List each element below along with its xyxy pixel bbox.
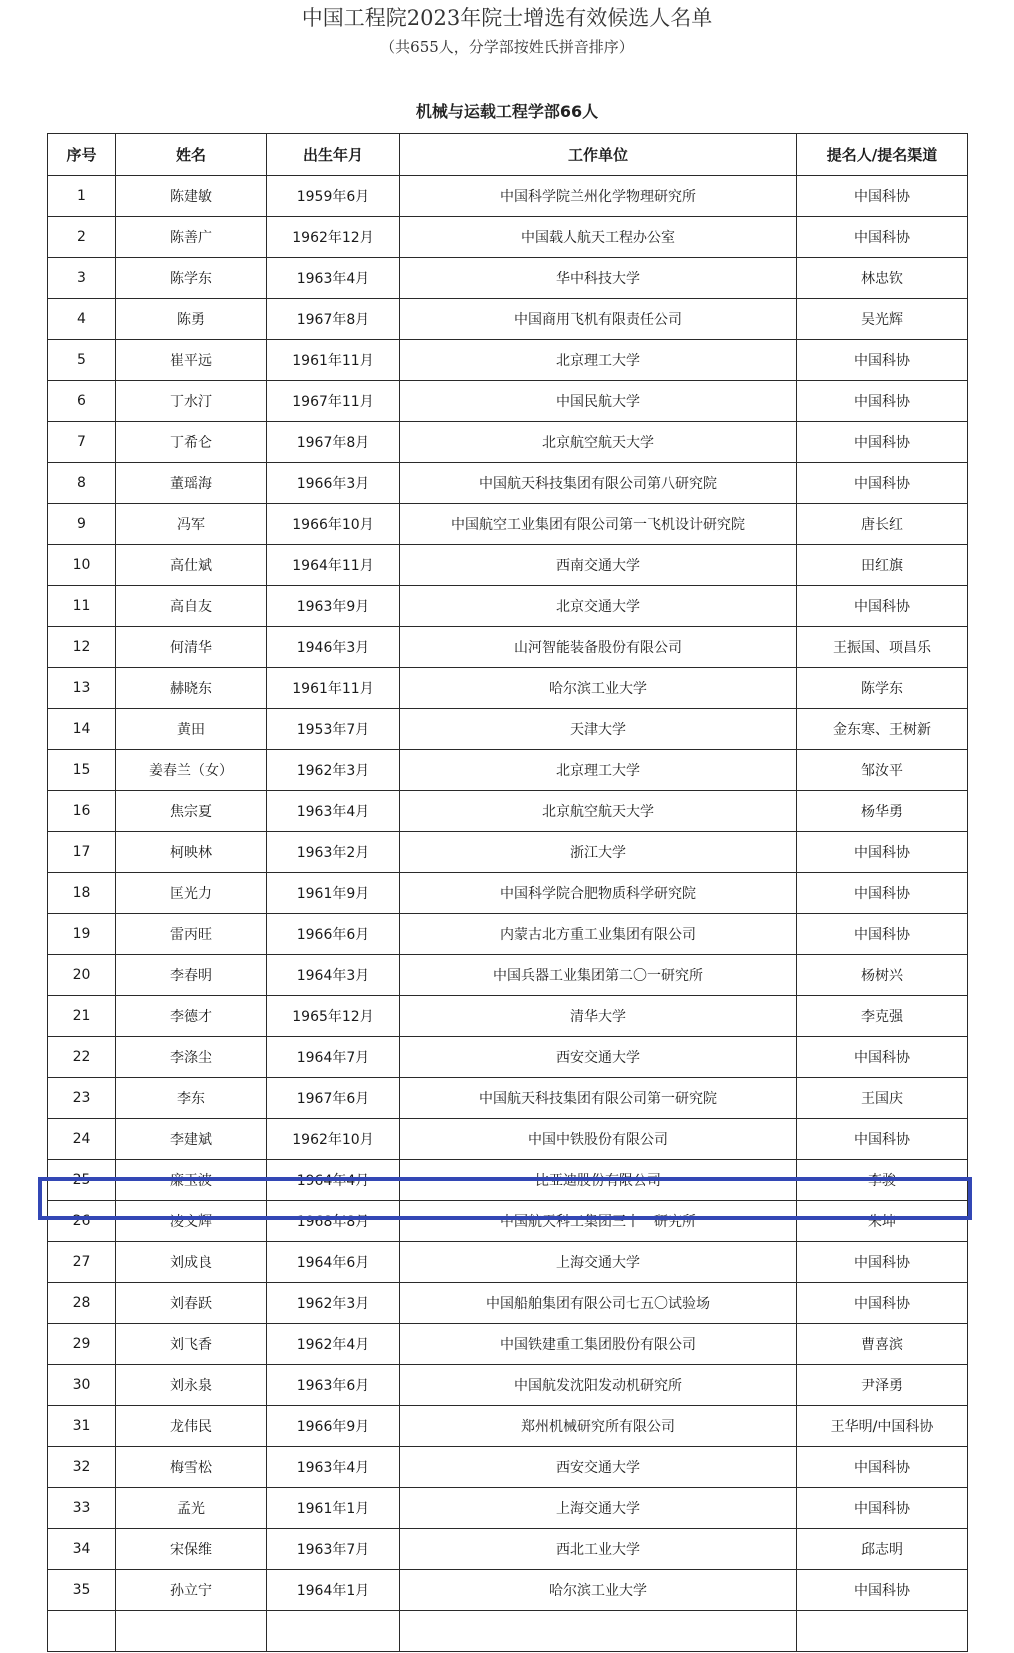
cell-nominator: 尹泽勇 — [797, 1365, 968, 1406]
table-row — [48, 340, 968, 381]
cell-employer: 中国航天科技集团有限公司第一研究院 — [400, 1078, 797, 1119]
cell-birth: 1966年10月 — [267, 504, 400, 545]
cell-employer: 中国科学院合肥物质科学研究院 — [400, 873, 797, 914]
table-row — [48, 299, 968, 340]
cell-nominator: 杨华勇 — [797, 791, 968, 832]
cell-index: 7 — [48, 422, 116, 463]
cell-birth: 1967年6月 — [267, 1078, 400, 1119]
cell-birth: 1959年6月 — [267, 176, 400, 217]
cell-name: 凌文辉 — [116, 1201, 267, 1242]
cell-birth: 1966年9月 — [267, 1406, 400, 1447]
cell-index: 27 — [48, 1242, 116, 1283]
cell-index: 18 — [48, 873, 116, 914]
table-row — [48, 791, 968, 832]
cell-name: 柯映林 — [116, 832, 267, 873]
cell-birth: 1961年11月 — [267, 668, 400, 709]
table-row — [48, 1365, 968, 1406]
table-row — [48, 463, 968, 504]
cell-name: 孟光 — [116, 1488, 267, 1529]
table-row — [48, 217, 968, 258]
cell-name: 陈勇 — [116, 299, 267, 340]
column-header-employer: 工作单位 — [400, 134, 797, 176]
cell-nominator: 中国科协 — [797, 873, 968, 914]
cell-index: 1 — [48, 176, 116, 217]
table-row — [48, 504, 968, 545]
cell-employer: 哈尔滨工业大学 — [400, 668, 797, 709]
cell-index: 8 — [48, 463, 116, 504]
table-row — [48, 1447, 968, 1488]
cell-name: 李东 — [116, 1078, 267, 1119]
cell-employer: 北京理工大学 — [400, 750, 797, 791]
cell-name: 龙伟民 — [116, 1406, 267, 1447]
cell-index: 15 — [48, 750, 116, 791]
table-row — [48, 1406, 968, 1447]
cell-nominator: 李克强 — [797, 996, 968, 1037]
cell-name: 李春明 — [116, 955, 267, 996]
cell-nominator: 陈学东 — [797, 668, 968, 709]
cell-index — [48, 1611, 116, 1652]
table-row — [48, 627, 968, 668]
cell-nominator: 中国科协 — [797, 381, 968, 422]
cell-nominator: 吴光辉 — [797, 299, 968, 340]
table-row — [48, 1078, 968, 1119]
cell-nominator: 李骏 — [797, 1160, 968, 1201]
cell-index: 34 — [48, 1529, 116, 1570]
cell-index: 31 — [48, 1406, 116, 1447]
cell-employer: 北京航空航天大学 — [400, 422, 797, 463]
cell-birth: 1953年7月 — [267, 709, 400, 750]
cell-birth: 1946年3月 — [267, 627, 400, 668]
cell-index: 19 — [48, 914, 116, 955]
cell-name: 陈善广 — [116, 217, 267, 258]
cell-employer: 中国航发沈阳发动机研究所 — [400, 1365, 797, 1406]
table-row — [48, 955, 968, 996]
cell-nominator: 朱坤 — [797, 1201, 968, 1242]
cell-index: 6 — [48, 381, 116, 422]
cell-index: 30 — [48, 1365, 116, 1406]
cell-name: 黄田 — [116, 709, 267, 750]
cell-birth: 1964年3月 — [267, 955, 400, 996]
cell-name: 刘成良 — [116, 1242, 267, 1283]
cell-employer: 中国载人航天工程办公室 — [400, 217, 797, 258]
cell-employer: 西安交通大学 — [400, 1037, 797, 1078]
cell-name: 李德才 — [116, 996, 267, 1037]
cell-nominator: 邱志明 — [797, 1529, 968, 1570]
table-row — [48, 545, 968, 586]
cell-index: 21 — [48, 996, 116, 1037]
cell-birth: 1961年11月 — [267, 340, 400, 381]
cell-birth: 1961年9月 — [267, 873, 400, 914]
cell-birth: 1966年3月 — [267, 463, 400, 504]
table-row — [48, 1037, 968, 1078]
column-header-index: 序号 — [48, 134, 116, 176]
cell-nominator: 中国科协 — [797, 176, 968, 217]
table-row — [48, 668, 968, 709]
cell-index: 5 — [48, 340, 116, 381]
cell-birth: 1962年10月 — [267, 1119, 400, 1160]
cell-nominator: 中国科协 — [797, 586, 968, 627]
cell-nominator: 杨树兴 — [797, 955, 968, 996]
cell-employer: 清华大学 — [400, 996, 797, 1037]
cell-employer: 上海交通大学 — [400, 1488, 797, 1529]
cell-name: 宋保维 — [116, 1529, 267, 1570]
cell-name: 赫晓东 — [116, 668, 267, 709]
cell-index: 14 — [48, 709, 116, 750]
cell-birth: 1963年4月 — [267, 258, 400, 299]
cell-nominator: 曹喜滨 — [797, 1324, 968, 1365]
table-row — [48, 914, 968, 955]
cell-nominator: 中国科协 — [797, 217, 968, 258]
table-row — [48, 832, 968, 873]
table-row — [48, 1160, 968, 1201]
column-header-nominator: 提名人/提名渠道 — [797, 134, 968, 176]
cell-index: 9 — [48, 504, 116, 545]
cell-nominator: 邹汝平 — [797, 750, 968, 791]
cell-birth: 1963年9月 — [267, 586, 400, 627]
cell-birth: 1962年3月 — [267, 1283, 400, 1324]
cell-employer: 西安交通大学 — [400, 1447, 797, 1488]
table-row — [48, 750, 968, 791]
cell-name: 高自友 — [116, 586, 267, 627]
cell-employer: 北京理工大学 — [400, 340, 797, 381]
cell-employer: 山河智能装备股份有限公司 — [400, 627, 797, 668]
cell-birth: 1962年3月 — [267, 750, 400, 791]
cell-name: 冯军 — [116, 504, 267, 545]
cell-birth: 1963年2月 — [267, 832, 400, 873]
cell-nominator: 中国科协 — [797, 463, 968, 504]
cell-nominator: 中国科协 — [797, 914, 968, 955]
cell-employer: 中国航天科工集团三十一研究所 — [400, 1201, 797, 1242]
cell-nominator: 中国科协 — [797, 340, 968, 381]
table-row — [48, 586, 968, 627]
cell-index: 24 — [48, 1119, 116, 1160]
cell-employer: 哈尔滨工业大学 — [400, 1570, 797, 1611]
cell-employer: 北京航空航天大学 — [400, 791, 797, 832]
cell-nominator: 田红旗 — [797, 545, 968, 586]
cell-index: 26 — [48, 1201, 116, 1242]
cell-birth — [267, 1611, 400, 1652]
table-row — [48, 176, 968, 217]
table-row — [48, 873, 968, 914]
cell-index: 16 — [48, 791, 116, 832]
cell-name: 刘飞香 — [116, 1324, 267, 1365]
cell-nominator: 中国科协 — [797, 1119, 968, 1160]
cell-employer: 北京交通大学 — [400, 586, 797, 627]
cell-birth: 1963年7月 — [267, 1529, 400, 1570]
cell-employer: 西南交通大学 — [400, 545, 797, 586]
table-row — [48, 1611, 968, 1652]
table-row — [48, 1529, 968, 1570]
cell-birth: 1965年12月 — [267, 996, 400, 1037]
cell-index: 4 — [48, 299, 116, 340]
cell-index: 25 — [48, 1160, 116, 1201]
cell-name: 董瑶海 — [116, 463, 267, 504]
cell-nominator: 王振国、项昌乐 — [797, 627, 968, 668]
column-header-name: 姓名 — [116, 134, 267, 176]
cell-employer: 中国兵器工业集团第二〇一研究所 — [400, 955, 797, 996]
cell-birth: 1967年8月 — [267, 299, 400, 340]
cell-nominator: 王国庆 — [797, 1078, 968, 1119]
cell-index: 11 — [48, 586, 116, 627]
cell-nominator: 中国科协 — [797, 1570, 968, 1611]
cell-birth: 1961年1月 — [267, 1488, 400, 1529]
cell-birth: 1964年4月 — [267, 1160, 400, 1201]
cell-name: 何清华 — [116, 627, 267, 668]
cell-birth: 1967年8月 — [267, 422, 400, 463]
cell-birth: 1964年6月 — [267, 1242, 400, 1283]
cell-employer: 中国中铁股份有限公司 — [400, 1119, 797, 1160]
table-row — [48, 1570, 968, 1611]
cell-name: 丁希仑 — [116, 422, 267, 463]
cell-index: 29 — [48, 1324, 116, 1365]
table-row — [48, 1201, 968, 1242]
table-row — [48, 996, 968, 1037]
cell-name: 廉玉波 — [116, 1160, 267, 1201]
cell-nominator: 中国科协 — [797, 1037, 968, 1078]
cell-index: 13 — [48, 668, 116, 709]
cell-birth: 1962年4月 — [267, 1324, 400, 1365]
cell-name: 匡光力 — [116, 873, 267, 914]
cell-employer: 中国民航大学 — [400, 381, 797, 422]
table-row — [48, 258, 968, 299]
cell-employer: 华中科技大学 — [400, 258, 797, 299]
cell-employer: 中国铁建重工集团股份有限公司 — [400, 1324, 797, 1365]
cell-index: 22 — [48, 1037, 116, 1078]
cell-name — [116, 1611, 267, 1652]
cell-name: 雷丙旺 — [116, 914, 267, 955]
cell-nominator: 中国科协 — [797, 832, 968, 873]
cell-employer: 上海交通大学 — [400, 1242, 797, 1283]
cell-index: 28 — [48, 1283, 116, 1324]
cell-nominator: 金东寒、王树新 — [797, 709, 968, 750]
cell-employer: 内蒙古北方重工业集团有限公司 — [400, 914, 797, 955]
cell-employer: 中国科学院兰州化学物理研究所 — [400, 176, 797, 217]
cell-employer: 中国商用飞机有限责任公司 — [400, 299, 797, 340]
page-title: 中国工程院2023年院士增选有效候选人名单 — [301, 6, 713, 30]
cell-birth: 1963年4月 — [267, 791, 400, 832]
table-row — [48, 1119, 968, 1160]
table-row — [48, 1283, 968, 1324]
cell-name: 高仕斌 — [116, 545, 267, 586]
cell-nominator: 中国科协 — [797, 422, 968, 463]
candidate-table — [47, 133, 968, 1652]
cell-name: 姜春兰（女） — [116, 750, 267, 791]
table-row — [48, 1324, 968, 1365]
cell-index: 23 — [48, 1078, 116, 1119]
cell-employer: 中国航空工业集团有限公司第一飞机设计研究院 — [400, 504, 797, 545]
cell-birth: 1964年11月 — [267, 545, 400, 586]
section-heading: 机械与运载工程学部66人 — [415, 102, 599, 121]
table-row — [48, 1488, 968, 1529]
cell-name: 李建斌 — [116, 1119, 267, 1160]
cell-employer: 中国航天科技集团有限公司第八研究院 — [400, 463, 797, 504]
table-row — [48, 709, 968, 750]
cell-index: 35 — [48, 1570, 116, 1611]
table-header-row — [48, 134, 968, 176]
cell-index: 33 — [48, 1488, 116, 1529]
cell-nominator: 中国科协 — [797, 1488, 968, 1529]
cell-index: 17 — [48, 832, 116, 873]
cell-nominator: 王华明/中国科协 — [797, 1406, 968, 1447]
cell-nominator: 林忠钦 — [797, 258, 968, 299]
cell-nominator: 唐长红 — [797, 504, 968, 545]
cell-employer: 中国船舶集团有限公司七五〇试验场 — [400, 1283, 797, 1324]
cell-name: 刘春跃 — [116, 1283, 267, 1324]
cell-name: 梅雪松 — [116, 1447, 267, 1488]
cell-name: 丁水汀 — [116, 381, 267, 422]
cell-nominator — [797, 1611, 968, 1652]
cell-name: 刘永泉 — [116, 1365, 267, 1406]
cell-index: 10 — [48, 545, 116, 586]
cell-employer — [400, 1611, 797, 1652]
column-header-birth: 出生年月 — [267, 134, 400, 176]
cell-name: 李涤尘 — [116, 1037, 267, 1078]
cell-employer: 西北工业大学 — [400, 1529, 797, 1570]
table-row — [48, 1242, 968, 1283]
cell-name: 陈建敏 — [116, 176, 267, 217]
cell-birth: 1968年8月 — [267, 1201, 400, 1242]
cell-employer: 天津大学 — [400, 709, 797, 750]
cell-nominator: 中国科协 — [797, 1447, 968, 1488]
cell-birth: 1963年6月 — [267, 1365, 400, 1406]
cell-index: 32 — [48, 1447, 116, 1488]
cell-name: 崔平远 — [116, 340, 267, 381]
cell-name: 陈学东 — [116, 258, 267, 299]
cell-birth: 1964年1月 — [267, 1570, 400, 1611]
cell-index: 12 — [48, 627, 116, 668]
cell-birth: 1964年7月 — [267, 1037, 400, 1078]
cell-birth: 1962年12月 — [267, 217, 400, 258]
cell-birth: 1963年4月 — [267, 1447, 400, 1488]
table-row — [48, 422, 968, 463]
cell-birth: 1967年11月 — [267, 381, 400, 422]
cell-index: 20 — [48, 955, 116, 996]
cell-name: 孙立宁 — [116, 1570, 267, 1611]
cell-name: 焦宗夏 — [116, 791, 267, 832]
page-subtitle: （共655人，分学部按姓氏拼音排序） — [380, 38, 634, 56]
cell-employer: 浙江大学 — [400, 832, 797, 873]
cell-index: 2 — [48, 217, 116, 258]
cell-nominator: 中国科协 — [797, 1283, 968, 1324]
table-row — [48, 381, 968, 422]
cell-nominator: 中国科协 — [797, 1242, 968, 1283]
cell-birth: 1966年6月 — [267, 914, 400, 955]
cell-employer: 比亚迪股份有限公司 — [400, 1160, 797, 1201]
cell-index: 3 — [48, 258, 116, 299]
cell-employer: 郑州机械研究所有限公司 — [400, 1406, 797, 1447]
